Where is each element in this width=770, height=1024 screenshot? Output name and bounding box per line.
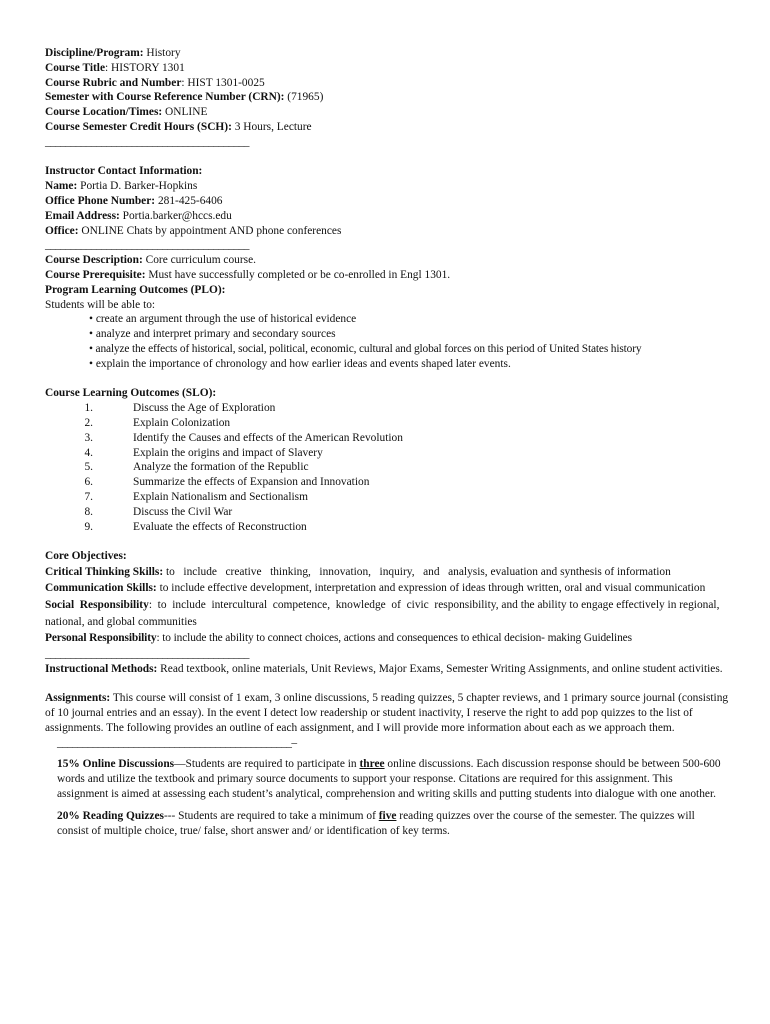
communication-value: to include effective development, interpretation and expression of ideas through written, oral and visual communication bbox=[156, 582, 706, 595]
instructor-heading-text: Instructor Contact Information: bbox=[45, 165, 203, 178]
location-line bbox=[45, 105, 735, 120]
slo-text: Explain Nationalism and Sectionalism bbox=[133, 490, 308, 503]
office-value: ONLINE Chats by appointment AND phone conferences bbox=[78, 224, 342, 237]
slo-number: 3. bbox=[84, 431, 93, 444]
slo-item bbox=[45, 490, 735, 505]
prereq-label: Course Prerequisite: bbox=[45, 268, 146, 281]
assignments-rule: ______________________________________________– bbox=[57, 736, 297, 749]
core-heading-text: Core Objectives: bbox=[45, 550, 127, 563]
reading-quizzes-label: 20% Reading Quizzes bbox=[57, 809, 164, 822]
online-discussions-count: three bbox=[359, 758, 385, 771]
slo-text: Summarize the effects of Expansion and Innovation bbox=[133, 476, 370, 489]
description-label: Course Description: bbox=[45, 254, 143, 267]
discipline-value: History bbox=[143, 47, 181, 59]
location-label: Course Location/Times: bbox=[45, 106, 163, 119]
online-discussions-label: 15% Online Discussions bbox=[57, 758, 175, 771]
instructor-name-label: Name: bbox=[45, 180, 78, 193]
slo-text: Analyze the formation of the Republic bbox=[133, 461, 309, 474]
office-phone-value: 281-425-6406 bbox=[155, 194, 223, 207]
critical-thinking-label: Critical Thinking Skills: bbox=[45, 565, 164, 578]
methods-value: Read textbook, online materials, Unit Reviews, Major Exams, Semester Writing Assignments, and online student activities. bbox=[157, 662, 723, 675]
slo-item bbox=[45, 416, 735, 431]
core-rule: ________________________________________ bbox=[45, 647, 249, 660]
reading-quizzes-text: --- Students are required to take a minimum of bbox=[163, 809, 379, 822]
slo-number: 2. bbox=[84, 416, 93, 429]
slo-text: Identify the Causes and effects of the American Revolution bbox=[133, 431, 403, 444]
reading-quizzes-count: five bbox=[378, 809, 397, 822]
rubric-label: Course Rubric and Number bbox=[45, 76, 182, 89]
slo-text: Discuss the Civil War bbox=[133, 505, 233, 518]
reading-quizzes-text-rest: reading quizzes over the course of the semester. The quizzes will consist of multiple choice, true/ false, short answer and/ or identification of key terms. bbox=[57, 809, 695, 837]
email-value: Portia.barker@hccs.edu bbox=[119, 209, 232, 222]
description-line bbox=[45, 253, 735, 268]
online-discussions-text: —Students are required to participate in bbox=[174, 758, 360, 771]
header-rule: ________________________________________ bbox=[45, 135, 249, 148]
online-discussions-paragraph bbox=[57, 757, 725, 801]
slo-heading-text: Course Learning Outcomes (SLO): bbox=[45, 387, 217, 400]
sch-value: 3 Hours, Lecture bbox=[231, 120, 312, 133]
personal-responsibility-line bbox=[45, 630, 735, 647]
instructor-name-value: Portia D. Barker-Hopkins bbox=[77, 180, 198, 193]
slo-text: Evaluate the effects of Reconstruction bbox=[133, 520, 307, 533]
slo-item bbox=[45, 460, 735, 475]
plo-item: • analyze the effects of historical, social, political, economic, cultural and global forces on this period of United States history bbox=[89, 342, 642, 355]
crn-label: Semester with Course Reference Number (CRN): bbox=[45, 91, 285, 104]
plo-item: • create an argument through the use of historical evidence bbox=[89, 313, 357, 326]
slo-text: Explain the origins and impact of Slavery bbox=[133, 446, 323, 459]
crn-value: (71965) bbox=[284, 91, 324, 104]
slo-number: 4. bbox=[84, 446, 93, 459]
slo-number: 8. bbox=[84, 505, 93, 518]
email-label: Email Address: bbox=[45, 209, 120, 222]
methods-label: Instructional Methods: bbox=[45, 662, 158, 675]
crn-line bbox=[45, 90, 735, 105]
office-line bbox=[45, 224, 735, 239]
email-line bbox=[45, 209, 735, 224]
slo-heading bbox=[45, 386, 735, 401]
methods-paragraph bbox=[45, 662, 735, 677]
social-responsibility-paragraph bbox=[45, 597, 735, 630]
slo-number: 9. bbox=[84, 520, 93, 533]
social-responsibility-value: : to include intercultural competence, knowledge of civic responsibility, and the ability to engage effectively in regional, national, and global communities bbox=[45, 599, 723, 628]
assignments-value: This course will consist of 1 exam, 3 online discussions, 5 reading quizzes, 5 chapter reviews, and 1 primary source journal (consisting of 10 journal entries and an essay). In the event I detect low readership or student inactivity, I reserve the right to add pop quizzes to the list of assignments. The following provides an outline of each assignment, and I will provide more information about each as we approach them. bbox=[45, 692, 729, 734]
reading-quizzes-paragraph bbox=[57, 809, 725, 839]
instructor-name-line bbox=[45, 179, 735, 194]
office-phone-line bbox=[45, 194, 735, 209]
office-label: Office: bbox=[45, 224, 79, 237]
personal-responsibility-label: Personal Responsibility bbox=[45, 632, 157, 645]
slo-number: 6. bbox=[84, 476, 93, 489]
slo-number: 1. bbox=[84, 402, 93, 415]
course-title-label: Course Title bbox=[45, 61, 106, 74]
office-phone-label: Office Phone Number: bbox=[45, 194, 156, 207]
prereq-line bbox=[45, 268, 735, 283]
core-heading bbox=[45, 549, 735, 564]
plo-heading-text: Program Learning Outcomes (PLO): bbox=[45, 283, 226, 296]
plo-heading bbox=[45, 283, 735, 298]
slo-item bbox=[45, 520, 735, 535]
critical-thinking-paragraph bbox=[45, 564, 735, 581]
slo-text: Explain Colonization bbox=[133, 416, 231, 429]
personal-responsibility-value: : to include the ability to connect choices, actions and consequences to ethical decision- making Guidelines bbox=[156, 632, 632, 645]
discipline-line bbox=[45, 46, 735, 61]
assignments-paragraph bbox=[45, 691, 735, 735]
plo-item: • analyze and interpret primary and secondary sources bbox=[89, 328, 336, 341]
slo-item bbox=[45, 446, 735, 461]
instructor-rule: ________________________________________ bbox=[45, 239, 249, 252]
slo-number: 5. bbox=[84, 461, 93, 474]
critical-thinking-value: to include creative thinking, innovation, inquiry, and analysis, evaluation and synthesis of information bbox=[163, 565, 671, 578]
rubric-value: : HIST 1301-0025 bbox=[181, 76, 265, 89]
slo-item bbox=[45, 401, 735, 416]
prereq-value: Must have successfully completed or be co-enrolled in Engl 1301. bbox=[145, 268, 451, 281]
plo-intro: Students will be able to: bbox=[45, 298, 156, 311]
location-value: ONLINE bbox=[162, 106, 208, 119]
communication-label: Communication Skills: bbox=[45, 582, 157, 595]
sch-line bbox=[45, 120, 735, 135]
syllabus-page bbox=[45, 46, 735, 838]
rubric-line bbox=[45, 76, 735, 91]
slo-item bbox=[45, 431, 735, 446]
social-responsibility-label: Social Responsibility bbox=[45, 599, 149, 612]
description-value: Core curriculum course. bbox=[142, 254, 256, 267]
slo-text: Discuss the Age of Exploration bbox=[133, 402, 276, 415]
slo-item bbox=[45, 505, 735, 520]
course-title-value: : HISTORY 1301 bbox=[105, 61, 185, 74]
instructor-heading bbox=[45, 164, 735, 179]
sch-label: Course Semester Credit Hours (SCH): bbox=[45, 120, 232, 133]
slo-number: 7. bbox=[84, 490, 93, 503]
communication-paragraph bbox=[45, 580, 735, 597]
online-discussions-text-rest: online discussions. Each discussion response should be between 500-600 words and utilize the textbook and primary source documents to support your response. Citations are required for this assignment. This assignment is aimed at assessing each student’s analytical, comprehension and writing skills and putting students into dialogue with one another. bbox=[57, 758, 721, 801]
plo-item: • explain the importance of chronology and how earlier ideas and events shaped later events. bbox=[89, 357, 511, 370]
slo-item bbox=[45, 475, 735, 490]
assignments-label: Assignments: bbox=[45, 692, 111, 705]
course-title-line bbox=[45, 61, 735, 76]
discipline-label: Discipline/Program: bbox=[45, 47, 144, 59]
